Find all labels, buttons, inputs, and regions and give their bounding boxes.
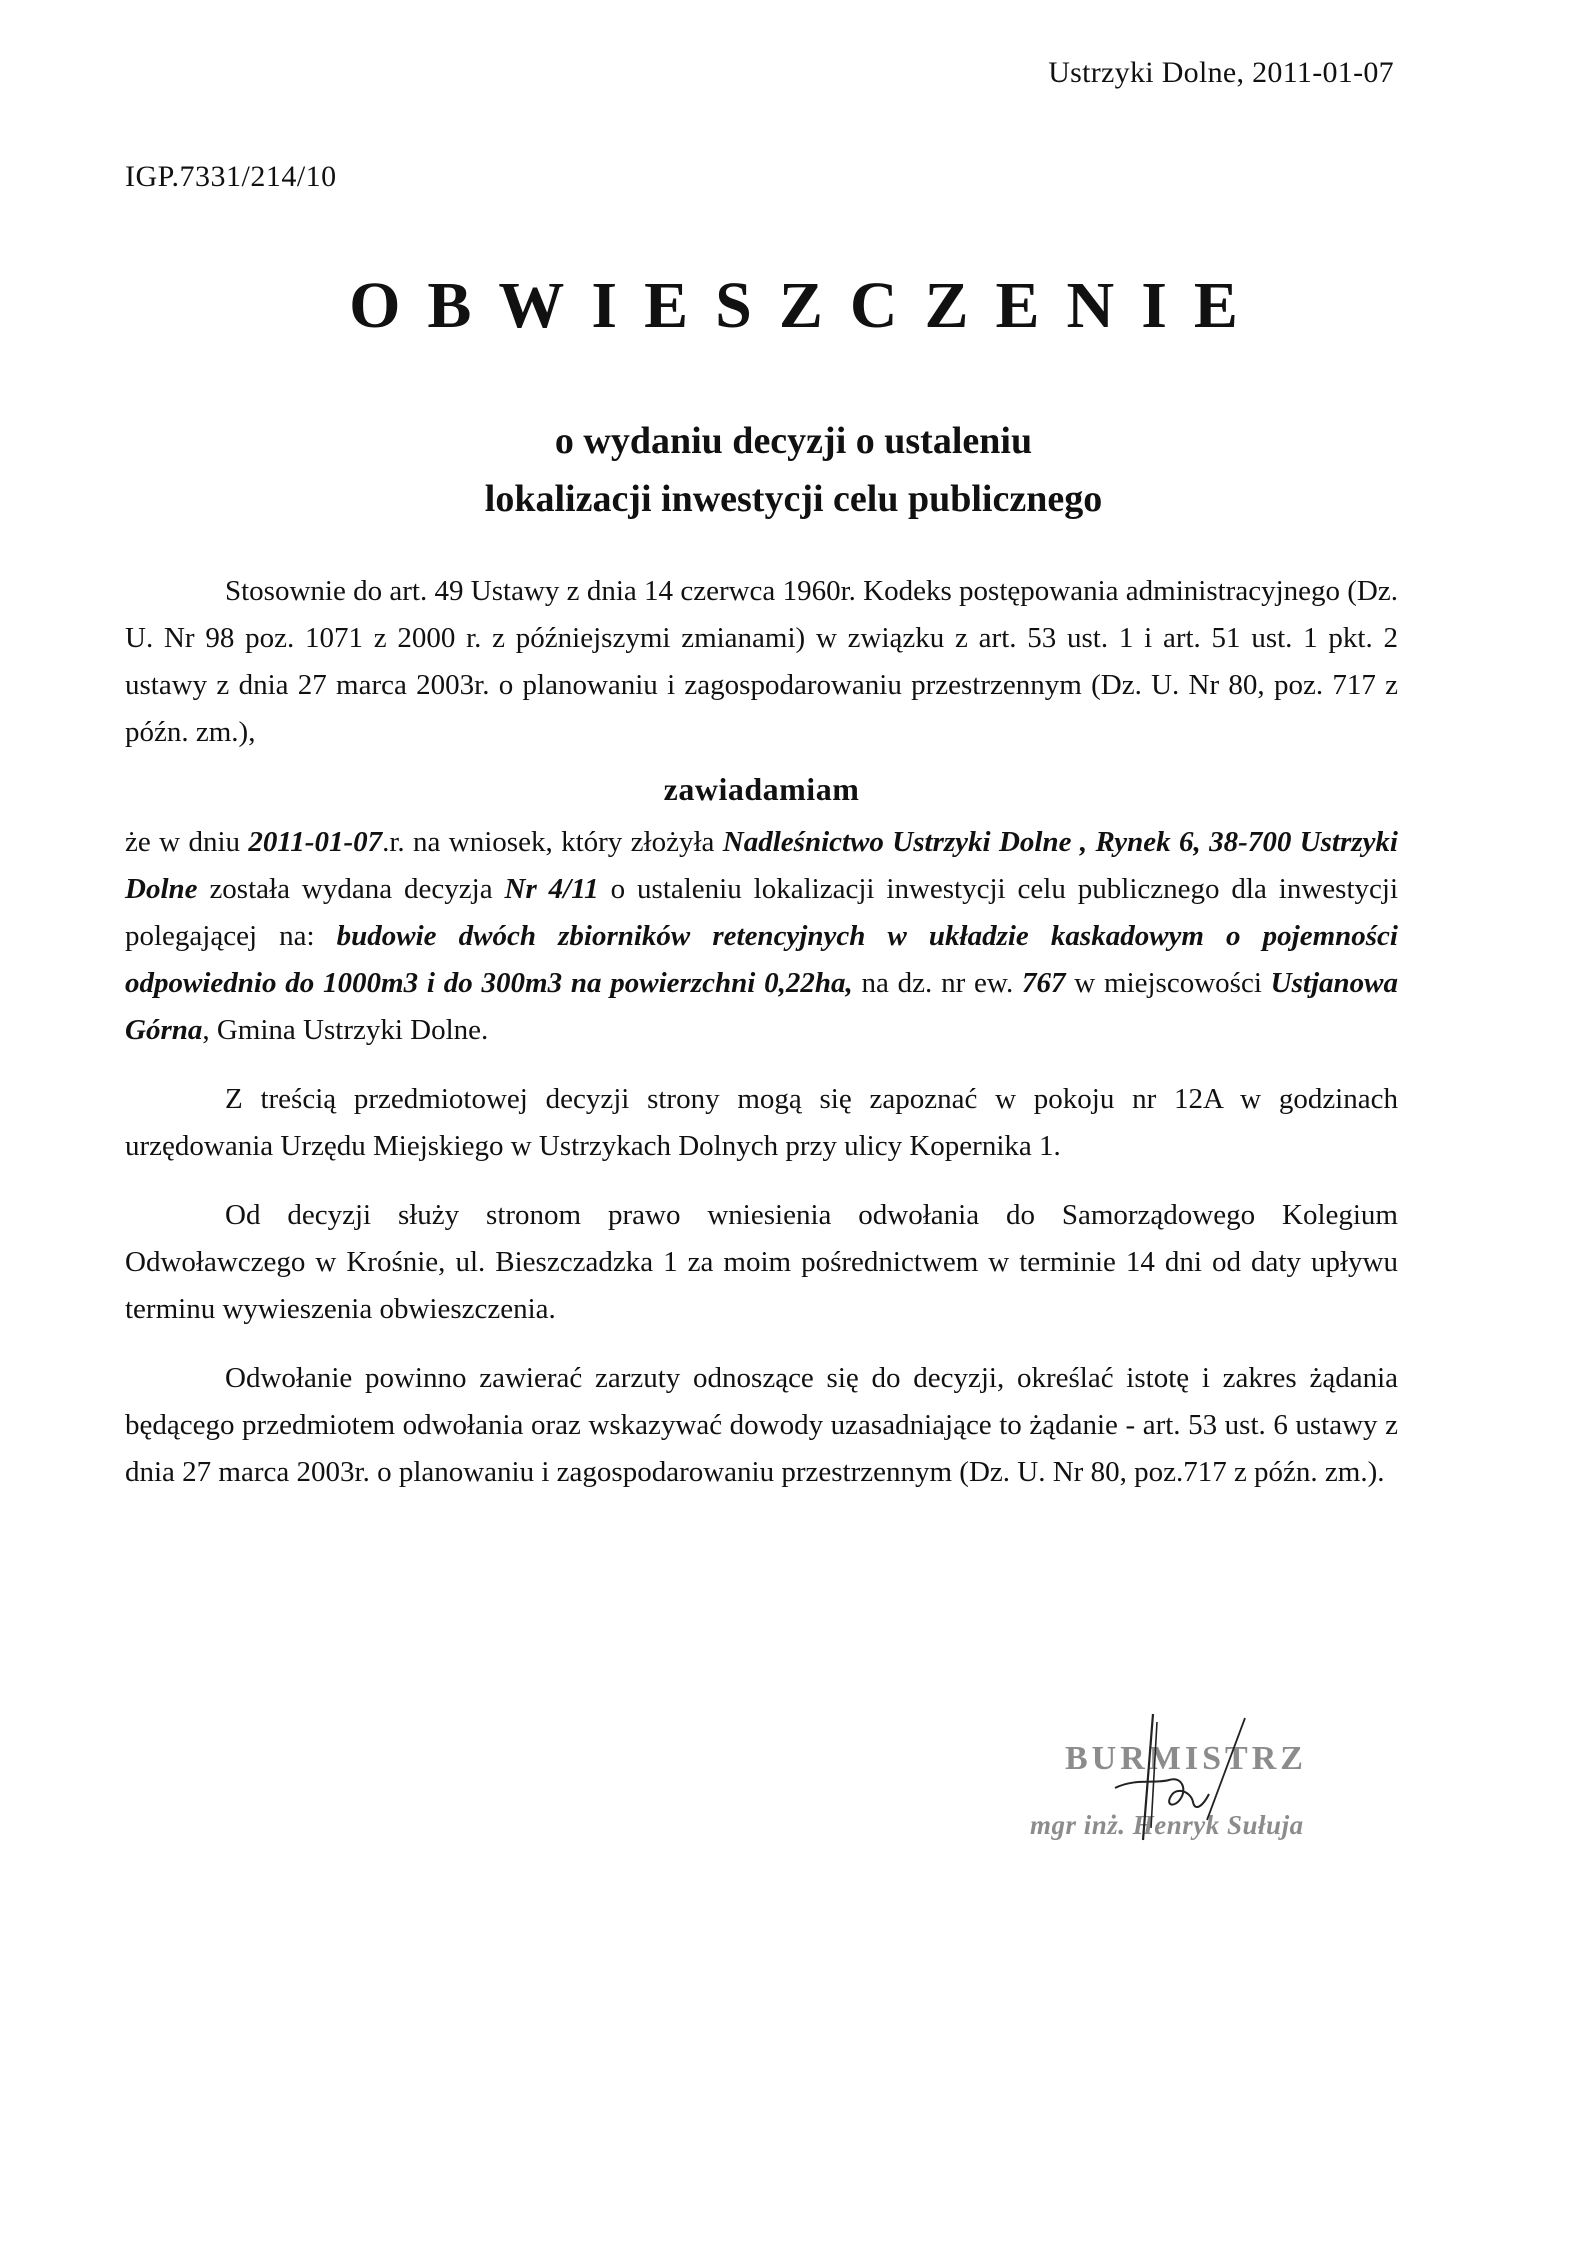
handwritten-signature	[1095, 1710, 1295, 1860]
subtitle-line-2: lokalizacji inwestycji celu publicznego	[484, 478, 1103, 520]
document-title: OBWIESZCZENIE	[349, 269, 1265, 342]
appeal-content-paragraph: Odwołanie powinno zawierać zarzuty odnoszące się do decyzji, określać istotę i zakres żądania będącego przedmiotem odwołania oraz wskazywać dowody uzasadniające to żądanie - art. 53 ust. 6 ustawy z dnia 27 marca 2003r. o planowaniu i zagospodarowaniu przestrzennym (Dz. U. Nr 80, poz.717 z późn. zm.).	[125, 1362, 1398, 1488]
reference-number: IGP.7331/214/10	[125, 160, 337, 193]
decision-text-7: , Gmina Ustrzyki Dolne.	[202, 1014, 489, 1046]
decision-text-1: że w dniu	[125, 826, 249, 858]
appeal-paragraph: Od decyzji służy stronom prawo wniesienia odwołania do Samorządowego Kolegium Odwoławczego w Krośnie, ul. Bieszczadzka 1 za moim pośrednictwem w terminie 14 dni od daty upływu terminu wywieszenia obwieszczenia.	[125, 1199, 1398, 1325]
legal-basis-paragraph: Stosownie do art. 49 Ustawy z dnia 14 czerwca 1960r. Kodeks postępowania administracyjnego (Dz. U. Nr 98 poz. 1071 z 2000 r. z późniejszymi zmianami) w związku z art. 53 ust. 1 i art. 51 ust. 1 pkt. 2 ustawy z dnia 27 marca 2003r. o planowaniu i zagospodarowaniu przestrzennym (Dz. U. Nr 80, poz. 717 z późn. zm.),	[125, 575, 1398, 748]
official-stamp	[1025, 1710, 1345, 1890]
decision-paragraph	[125, 819, 1398, 1054]
stamp-name: mgr inż. Henryk Sułuja	[1030, 1810, 1304, 1840]
stamp-title: BURMISTRZ	[1065, 1740, 1307, 1777]
decision-date: 2011-01-07	[248, 826, 383, 858]
decision-text-3: została wydana decyzja	[197, 873, 505, 905]
decision-number: Nr 4/11	[504, 873, 599, 905]
decision-text-4: o ustaleniu lokalizacji inwestycji celu publicznego dla inwestycji polegającej na:	[125, 873, 1399, 952]
decision-text-2: .r. na wniosek, który złożyła	[382, 826, 723, 858]
document-subtitle	[0, 412, 1587, 528]
applicant: Nadleśnictwo Ustrzyki Dolne , Rynek 6, 38-700 Ustrzyki Dolne	[125, 826, 1398, 905]
decision-text-5: na dz. nr ew.	[852, 967, 1022, 999]
parcel-number: 767	[1022, 967, 1066, 999]
announcement-heading: zawiadamiam	[663, 771, 860, 807]
subtitle-line-1: o wydaniu decyzji o ustaleniu	[554, 420, 1033, 462]
place-date: Ustrzyki Dolne, 2011-01-07	[1048, 56, 1394, 89]
village-name: Ustjanowa Górna	[125, 967, 1398, 1046]
access-paragraph: Z treścią przedmiotowej decyzji strony mogą się zapoznać w pokoju nr 12A w godzinach urzędowania Urzędu Miejskiego w Ustrzykach Dolnych przy ulicy Kopernika 1.	[125, 1083, 1398, 1162]
decision-text-6: w miejscowości	[1065, 967, 1271, 999]
investment-description: budowie dwóch zbiorników retencyjnych w układzie kaskadowym o pojemności odpowiednio do 1000m3 i do 300m3 na powierzchni 0,22ha,	[125, 920, 1398, 999]
document-body	[125, 568, 1398, 1496]
